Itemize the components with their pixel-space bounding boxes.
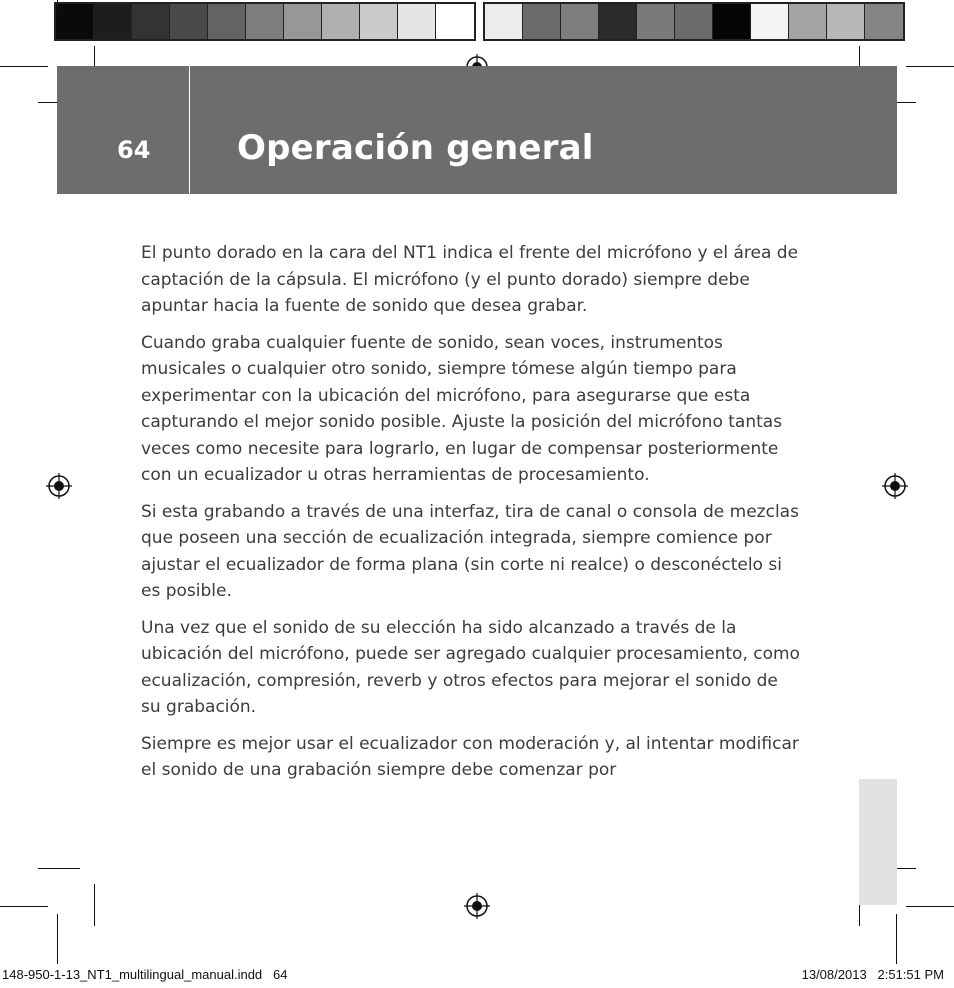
crop-mark xyxy=(0,66,48,67)
color-swatch xyxy=(208,4,246,39)
color-swatch xyxy=(599,4,637,39)
crop-mark xyxy=(896,914,897,964)
color-swatch xyxy=(789,4,827,39)
registration-mark-icon xyxy=(464,893,490,919)
registration-mark-icon xyxy=(46,473,72,499)
body-text xyxy=(141,240,801,794)
crop-mark xyxy=(0,906,48,907)
slug-filename: 148-950-1-13_NT1_multilingual_manual.indd 64 xyxy=(2,967,288,982)
crop-mark xyxy=(94,884,95,926)
crop-mark xyxy=(38,868,80,869)
color-swatch xyxy=(827,4,865,39)
page-number: 64 xyxy=(117,136,151,164)
color-swatch xyxy=(436,4,474,39)
color-swatch xyxy=(360,4,398,39)
color-swatch xyxy=(170,4,208,39)
color-swatch xyxy=(485,4,523,39)
crop-mark xyxy=(57,0,58,20)
color-swatch xyxy=(132,4,170,39)
crop-mark xyxy=(906,906,954,907)
paragraph: Cuando graba cualquier fuente de sonido, sean voces, instrumentos musicales o cualquier otro sonido, siempre tómese algún tiempo para experimentar con la ubicación del micrófono, para asegurarse que esta capturando el mejor sonido posible. Ajuste la posición del micrófono tantas veces como necesite para lograrlo, en lugar de compensar posteriormente con un ecualizador u otras herramientas de procesamiento. xyxy=(141,332,783,485)
paragraph: El punto dorado en la cara del NT1 indica el frente del micrófono y el área de captación de la cápsula. El micrófono (y el punto dorado) siempre debe apuntar hacia la fuente de sonido que desea grabar. xyxy=(141,243,799,316)
color-swatch xyxy=(637,4,675,39)
slug-datetime: 13/08/2013 2:51:51 PM xyxy=(801,967,944,982)
crop-mark xyxy=(906,66,954,67)
paragraph: Una vez que el sonido de su elección ha sido alcanzado a través de la ubicación del micrófono, puede ser agregado cualquier procesamiento, como ecualización, compresión, reverb y otros efectos para mejorar el sonido de su grabación. xyxy=(141,617,800,717)
color-swatch xyxy=(713,4,751,39)
color-swatch xyxy=(561,4,599,39)
crop-mark xyxy=(57,914,58,964)
color-swatch xyxy=(94,4,132,39)
color-swatch xyxy=(751,4,789,39)
color-swatch xyxy=(322,4,360,39)
header-divider xyxy=(189,66,190,194)
color-swatch xyxy=(284,4,322,39)
registration-mark-icon xyxy=(882,473,908,499)
paragraph: Si esta grabando a través de una interfaz, tira de canal o consola de mezclas que poseen una sección de ecualización integrada, siempre comience por ajustar el ecualizador de forma plana (sin corte ni realce) o desconéctelo si es posible. xyxy=(141,501,799,601)
page-header xyxy=(57,66,897,194)
color-swatch xyxy=(56,4,94,39)
section-tab xyxy=(859,779,897,905)
color-bar-right xyxy=(483,2,905,41)
color-bar-left xyxy=(54,2,476,41)
color-swatch xyxy=(675,4,713,39)
page-title: Operación general xyxy=(237,128,594,168)
color-swatch xyxy=(246,4,284,39)
color-swatch xyxy=(865,4,903,39)
color-swatch xyxy=(398,4,436,39)
color-swatch xyxy=(523,4,561,39)
paragraph: Siempre es mejor usar el ecualizador con moderación y, al intentar modificar el sonido de una grabación siempre debe comenzar por xyxy=(141,733,799,780)
